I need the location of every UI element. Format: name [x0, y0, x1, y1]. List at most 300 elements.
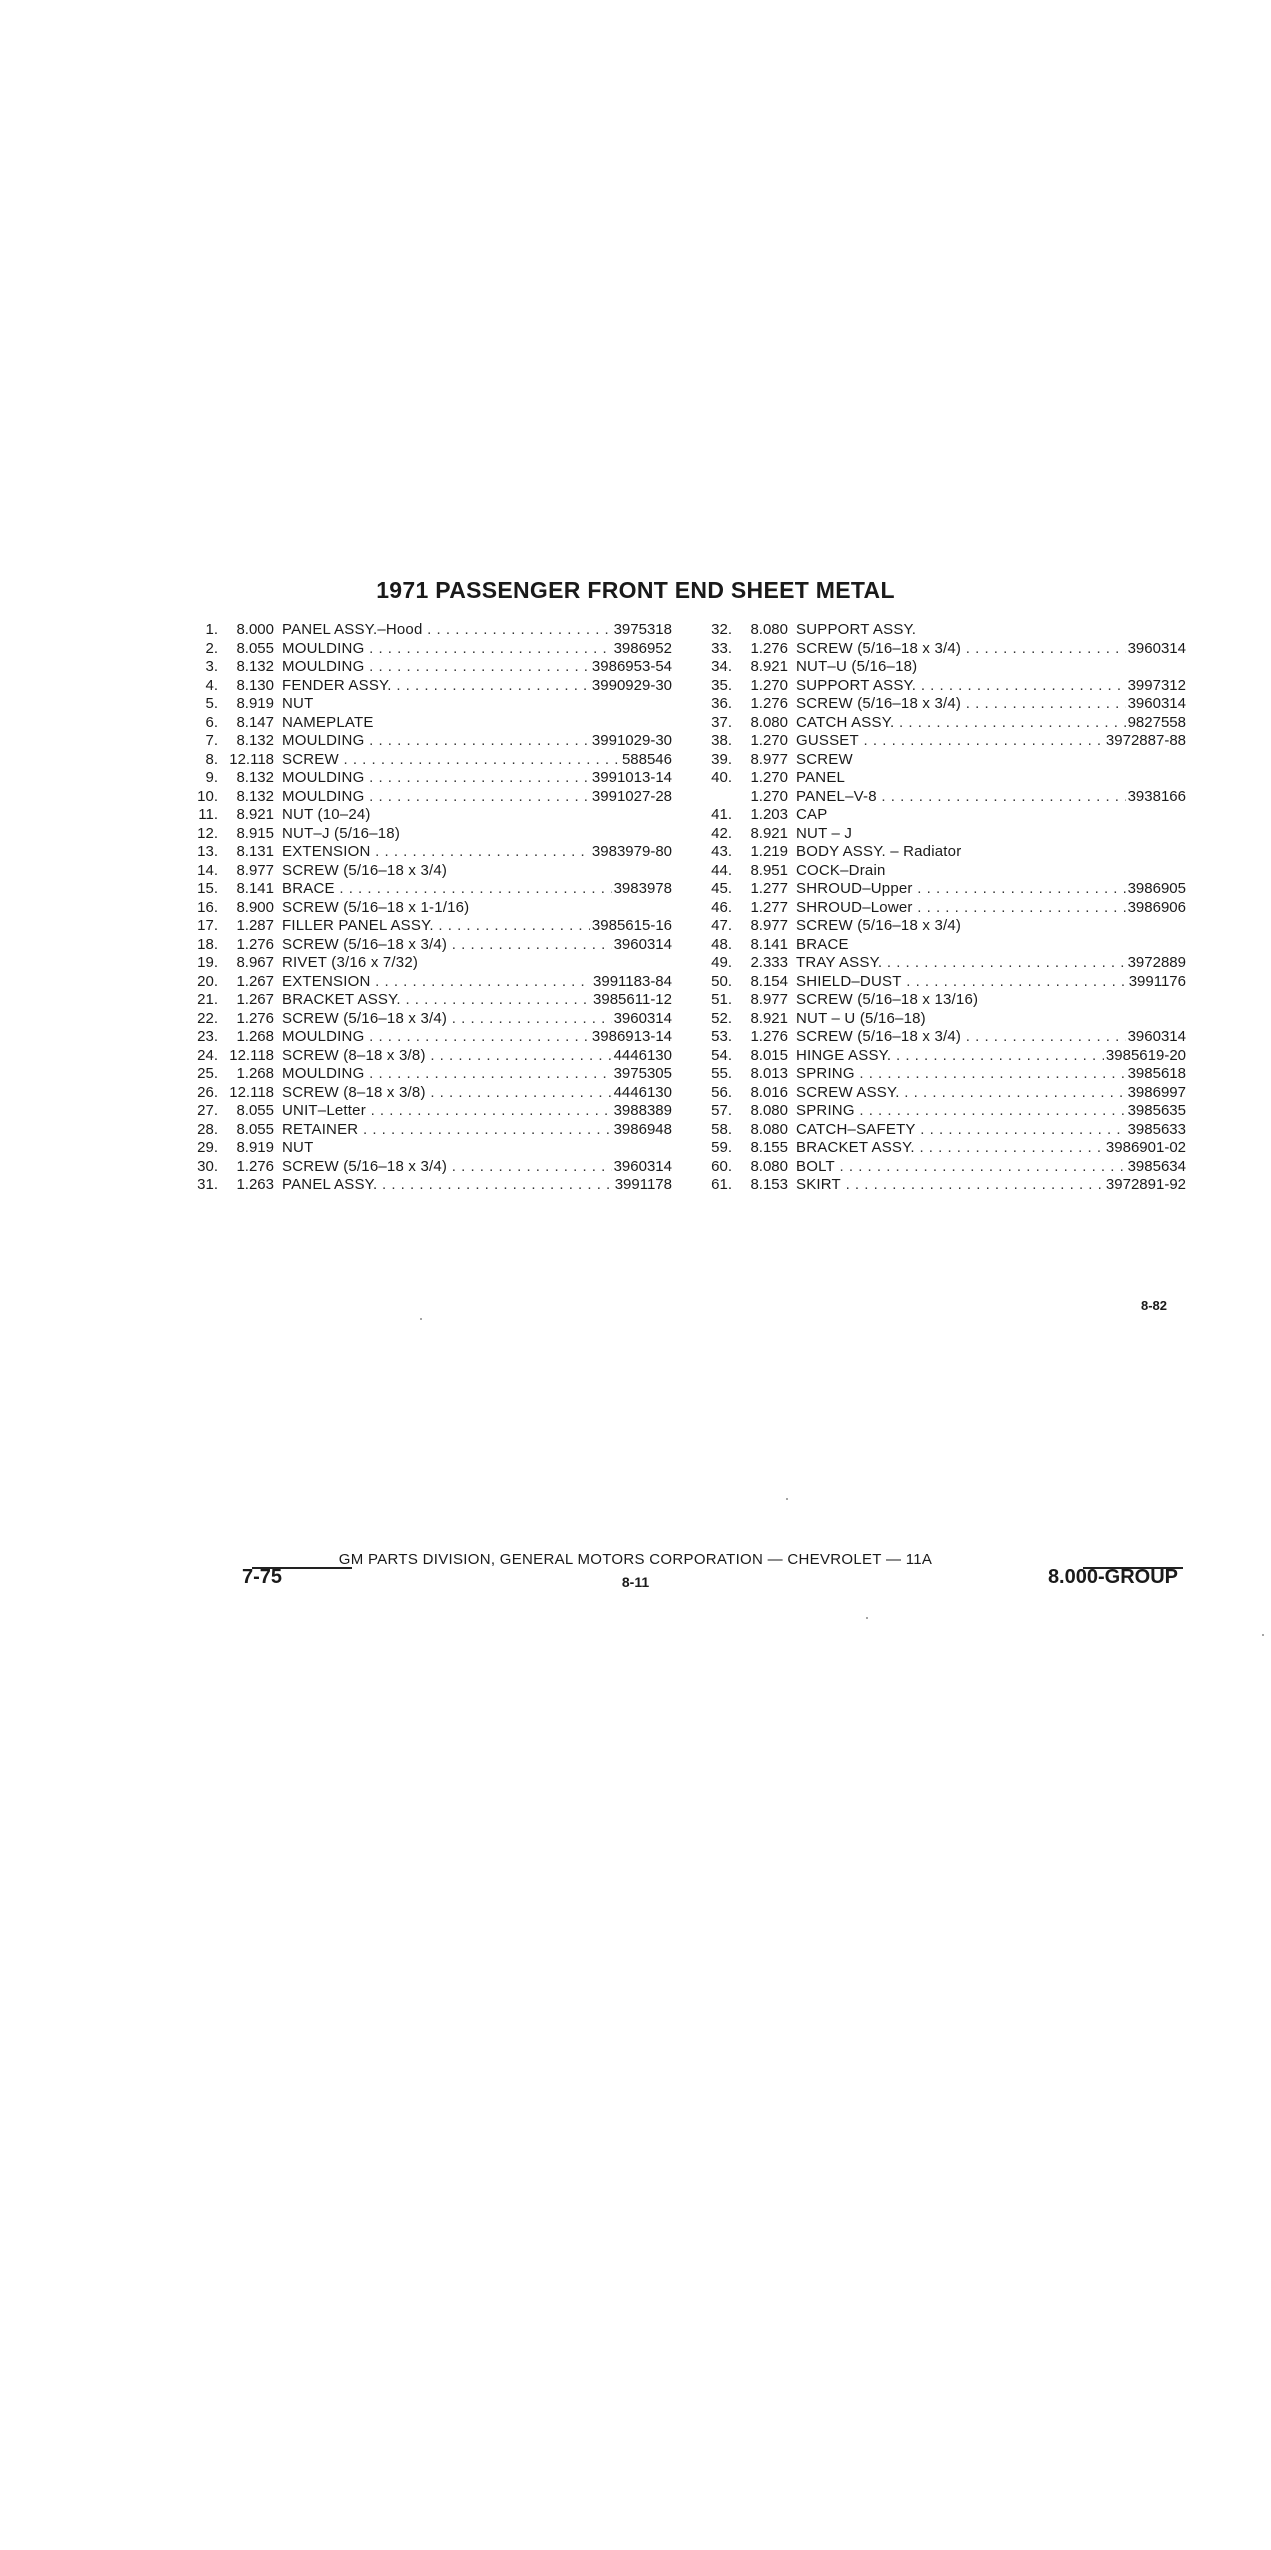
part-number: 3985635 — [1127, 1102, 1186, 1119]
part-description: NUT — [282, 695, 314, 712]
part-row — [188, 1084, 672, 1103]
part-description: SCREW (5/16–18 x 3/4) — [282, 861, 448, 879]
part-description: BRACKET ASSY. . . . — [282, 991, 591, 1010]
part-number: 3975305 — [613, 1065, 672, 1082]
part-row — [702, 1065, 1186, 1084]
footer-corporation: GM PARTS DIVISION, GENERAL MOTORS CORPORATION — CHEVROLET — 11A — [338, 1551, 933, 1568]
part-index: 39. — [711, 750, 732, 768]
part-row — [188, 954, 672, 973]
part-number: 3972887-88 — [1105, 732, 1186, 749]
part-row — [188, 1102, 672, 1121]
part-description: RETAINER . . . — [282, 1121, 612, 1140]
part-description: SCREW (5/16–18 x 3/4) . . . — [796, 1028, 1126, 1047]
part-row — [702, 621, 1186, 640]
part-group-number: 2.333 — [750, 954, 788, 971]
part-description: PANEL ASSY.–Hood . . . — [282, 621, 612, 640]
part-description: SPRING . . . — [796, 1065, 1126, 1084]
part-number: 3986913-14 — [591, 1028, 672, 1045]
part-index: 60. — [711, 1157, 732, 1175]
part-index: 22. — [197, 1009, 218, 1027]
part-row — [702, 991, 1186, 1010]
part-row — [188, 862, 672, 881]
part-number: 3988389 — [613, 1102, 672, 1119]
part-index: 28. — [197, 1120, 218, 1138]
part-row — [188, 1010, 672, 1029]
part-row — [702, 1139, 1186, 1158]
part-index: 11. — [198, 806, 218, 823]
part-description: MOULDING . . . — [282, 658, 590, 677]
part-number: 3986906 — [1127, 898, 1186, 916]
part-row — [188, 1028, 672, 1047]
part-group-number: 8.013 — [750, 1065, 788, 1082]
part-group-number: 8.155 — [750, 1139, 788, 1156]
part-description: NUT–J (5/16–18) — [282, 824, 401, 842]
part-row — [188, 991, 672, 1010]
part-row — [702, 973, 1186, 992]
part-row — [188, 936, 672, 955]
part-group-number: 8.900 — [236, 898, 274, 916]
page-code: 8-82 — [1140, 1298, 1167, 1313]
part-description: FILLER PANEL ASSY. . . . — [282, 917, 590, 936]
part-number: 3985618 — [1127, 1065, 1186, 1082]
part-number: 3985619-20 — [1105, 1046, 1186, 1064]
scan-speck — [420, 1318, 422, 1320]
part-row — [702, 788, 1186, 807]
part-description: PANEL–V-8 . . . — [796, 788, 1126, 807]
part-description: SCREW (8–18 x 3/8) . . . — [282, 1084, 612, 1103]
part-group-number: 1.276 — [236, 1009, 274, 1027]
part-index: 20. — [197, 972, 218, 990]
part-index: 35. — [711, 676, 732, 694]
part-index: 50. — [711, 972, 732, 990]
part-number: 3985615-16 — [591, 917, 672, 934]
part-group-number: 1.270 — [750, 676, 788, 694]
part-group-number: 8.055 — [236, 639, 274, 657]
part-number: 3983978 — [613, 880, 672, 897]
part-group-number: 8.921 — [750, 658, 788, 675]
part-index: 6. — [205, 713, 218, 731]
part-row — [702, 677, 1186, 696]
part-group-number: 8.977 — [236, 861, 274, 879]
part-group-number: 8.132 — [236, 769, 274, 786]
part-number: 3991183-84 — [593, 972, 672, 990]
part-row — [188, 917, 672, 936]
part-group-number: 8.080 — [750, 621, 788, 638]
part-group-number: 1.276 — [236, 935, 274, 953]
footer-page-number: 8-11 — [621, 1574, 650, 1590]
part-description: EXTENSION . . . — [282, 973, 591, 992]
part-index: 46. — [711, 898, 732, 916]
part-description: NUT – J — [796, 824, 853, 842]
part-description: MOULDING . . . — [282, 1028, 590, 1047]
part-row — [188, 788, 672, 807]
part-number: 588546 — [621, 750, 672, 768]
part-number: 3986905 — [1127, 880, 1186, 897]
part-group-number: 1.276 — [750, 639, 788, 657]
part-description: CATCH ASSY. . . . — [796, 714, 1126, 733]
part-row — [188, 825, 672, 844]
part-description: NUT (10–24) — [282, 806, 371, 823]
part-number: 3960314 — [613, 1009, 672, 1027]
part-number: 3975318 — [613, 621, 672, 638]
part-index: 54. — [711, 1046, 732, 1064]
part-index: 18. — [197, 935, 218, 953]
part-description: SCREW (5/16–18 x 3/4) . . . — [282, 936, 612, 955]
part-group-number: 1.277 — [750, 898, 788, 916]
part-index: 19. — [197, 954, 218, 971]
part-row — [702, 880, 1186, 899]
part-number: 3985634 — [1127, 1157, 1186, 1175]
part-index: 41. — [711, 806, 732, 823]
part-row — [188, 899, 672, 918]
part-group-number: 1.276 — [750, 695, 788, 712]
part-description: HINGE ASSY. . . . — [796, 1047, 1104, 1066]
part-row — [702, 806, 1186, 825]
part-row — [188, 806, 672, 825]
part-row — [702, 1176, 1186, 1195]
part-group-number: 1.267 — [236, 972, 274, 990]
part-group-number: 1.270 — [750, 732, 788, 749]
part-number: 3991029-30 — [591, 732, 672, 749]
part-group-number: 8.915 — [236, 824, 274, 842]
part-index: 42. — [711, 824, 732, 842]
part-number: 3960314 — [1127, 695, 1186, 712]
part-group-number: 8.000 — [236, 621, 274, 638]
part-index: 27. — [197, 1102, 218, 1119]
part-group-number: 8.147 — [236, 713, 274, 731]
part-row — [188, 880, 672, 899]
part-index: 29. — [197, 1139, 218, 1156]
part-description: SCREW (5/16–18 x 3/4) . . . — [282, 1158, 612, 1177]
part-index: 16. — [197, 898, 218, 916]
part-number: 3986953-54 — [591, 658, 672, 675]
part-group-number: 8.141 — [750, 935, 788, 953]
part-group-number: 8.080 — [750, 1120, 788, 1138]
part-row — [188, 973, 672, 992]
part-row — [702, 640, 1186, 659]
part-description: UNIT–Letter . . . — [282, 1102, 612, 1121]
part-description: SUPPORT ASSY. . . . — [796, 677, 1126, 696]
part-number: 9827558 — [1127, 713, 1186, 731]
part-description: NUT–U (5/16–18) — [796, 658, 918, 675]
part-row — [702, 751, 1186, 770]
part-group-number: 1.287 — [236, 917, 274, 934]
part-index: 53. — [711, 1028, 732, 1045]
footer-date: 7-75 — [242, 1566, 283, 1588]
part-row — [702, 862, 1186, 881]
part-description: RIVET (3/16 x 7/32) — [282, 954, 419, 971]
part-number: 3983979-80 — [591, 843, 672, 860]
part-index: 37. — [711, 713, 732, 731]
part-group-number: 8.919 — [236, 695, 274, 712]
part-index: 5. — [205, 695, 218, 712]
part-number: 3997312 — [1127, 676, 1186, 694]
part-index: 31. — [197, 1176, 218, 1193]
part-group-number: 1.277 — [750, 880, 788, 897]
part-row — [702, 899, 1186, 918]
part-group-number: 1.263 — [236, 1176, 274, 1193]
part-index: 14. — [197, 861, 218, 879]
part-description: BOLT . . . — [796, 1158, 1126, 1177]
part-index: 61. — [711, 1176, 732, 1193]
part-index: 49. — [711, 954, 732, 971]
part-description: GUSSET . . . — [796, 732, 1104, 751]
part-number: 3990929-30 — [591, 676, 672, 694]
part-row — [702, 954, 1186, 973]
footer-group: 8.000-GROUP — [1047, 1566, 1178, 1588]
part-group-number: 1.268 — [236, 1065, 274, 1082]
part-description: SCREW (5/16–18 x 1-1/16) — [282, 898, 470, 916]
part-row — [188, 621, 672, 640]
part-row — [188, 1158, 672, 1177]
part-number: 3991027-28 — [591, 787, 672, 805]
part-description: SCREW (5/16–18 x 3/4) . . . — [796, 640, 1126, 659]
part-number: 3972889 — [1127, 954, 1186, 971]
part-index: 52. — [711, 1009, 732, 1027]
part-index: 2. — [205, 639, 218, 657]
part-index: 8. — [205, 750, 218, 768]
part-number: 3985611-12 — [593, 991, 672, 1008]
part-description: FENDER ASSY. . . . — [282, 677, 590, 696]
part-row — [702, 917, 1186, 936]
part-description: SHROUD–Upper . . . — [796, 880, 1126, 899]
part-index: 3. — [205, 658, 218, 675]
part-description: SCREW (5/16–18 x 13/16) — [796, 991, 979, 1008]
part-index: 40. — [711, 769, 732, 786]
part-description: NAMEPLATE — [282, 713, 374, 731]
part-group-number: 8.055 — [236, 1120, 274, 1138]
part-row — [702, 769, 1186, 788]
part-row — [188, 1121, 672, 1140]
part-row — [702, 714, 1186, 733]
part-row — [188, 769, 672, 788]
part-row — [188, 1176, 672, 1195]
part-index: 1. — [205, 621, 218, 638]
part-number: 3991178 — [614, 1176, 672, 1193]
part-index: 48. — [711, 935, 732, 953]
part-index: 7. — [205, 732, 218, 749]
part-row — [702, 936, 1186, 955]
part-description: SKIRT . . . — [796, 1176, 1104, 1195]
part-number: 3960314 — [613, 1157, 672, 1175]
part-index: 51. — [711, 991, 732, 1008]
part-group-number: 8.977 — [750, 991, 788, 1008]
part-index: 45. — [711, 880, 732, 897]
part-index: 26. — [197, 1083, 218, 1101]
part-group-number: 8.141 — [236, 880, 274, 897]
part-description: EXTENSION . . . — [282, 843, 590, 862]
part-index: 9. — [205, 769, 218, 786]
part-row — [188, 732, 672, 751]
part-row — [702, 695, 1186, 714]
part-number: 3960314 — [1127, 1028, 1186, 1045]
part-description: SCREW (8–18 x 3/8) . . . — [282, 1047, 612, 1066]
part-number: 3985633 — [1127, 1120, 1186, 1138]
part-group-number: 8.080 — [750, 1102, 788, 1119]
part-index: 13. — [197, 843, 218, 860]
part-row — [702, 1010, 1186, 1029]
part-row — [188, 1065, 672, 1084]
part-description: MOULDING . . . — [282, 1065, 612, 1084]
part-row — [188, 658, 672, 677]
part-number: 3986952 — [613, 639, 672, 657]
part-description: SCREW . . . — [282, 751, 620, 770]
part-group-number: 1.270 — [750, 769, 788, 786]
part-group-number: 8.080 — [750, 713, 788, 731]
part-description: BODY ASSY. – Radiator — [796, 843, 962, 860]
part-description: MOULDING . . . — [282, 769, 590, 788]
part-number: 4446130 — [613, 1083, 672, 1101]
part-index: 10. — [197, 787, 218, 805]
part-group-number: 12.118 — [229, 750, 274, 768]
part-description: BRACKET ASSY. . . . — [796, 1139, 1104, 1158]
part-description: SCREW (5/16–18 x 3/4) . . . — [796, 695, 1126, 714]
part-number: 3938166 — [1127, 787, 1186, 805]
part-number: 3972891-92 — [1105, 1176, 1186, 1193]
part-row — [188, 714, 672, 733]
part-index: 38. — [711, 732, 732, 749]
part-group-number: 8.132 — [236, 732, 274, 749]
page-title: 1971 PASSENGER FRONT END SHEET METAL — [376, 577, 895, 603]
scan-speck — [1262, 1634, 1264, 1636]
part-index: 34. — [711, 658, 732, 675]
parts-list-right — [702, 621, 1186, 1195]
part-index: 4. — [205, 676, 218, 694]
part-number: 3986948 — [613, 1120, 672, 1138]
part-group-number: 8.131 — [236, 843, 274, 860]
part-index: 59. — [711, 1139, 732, 1156]
part-description: TRAY ASSY. . . . — [796, 954, 1126, 973]
part-group-number: 8.921 — [750, 1009, 788, 1027]
part-row — [702, 1121, 1186, 1140]
part-description: BRACE . . . — [282, 880, 612, 899]
part-description: MOULDING . . . — [282, 788, 590, 807]
part-index: 17. — [197, 917, 218, 934]
part-group-number: 12.118 — [229, 1046, 274, 1064]
part-row — [188, 1139, 672, 1158]
part-index: 23. — [197, 1028, 218, 1045]
part-index: 56. — [711, 1083, 732, 1101]
part-index: 32. — [711, 621, 732, 638]
part-description: PANEL ASSY. . . . — [282, 1176, 613, 1195]
part-group-number: 8.016 — [750, 1083, 788, 1101]
scan-speck — [786, 1498, 788, 1500]
part-number: 3991013-14 — [591, 769, 672, 786]
part-description: PANEL — [796, 769, 846, 786]
part-index: 24. — [197, 1046, 218, 1064]
part-row — [188, 751, 672, 770]
scan-speck — [866, 1617, 868, 1619]
part-index: 12. — [197, 824, 218, 842]
part-description: SPRING . . . — [796, 1102, 1126, 1121]
part-group-number: 8.919 — [236, 1139, 274, 1156]
part-description: SCREW — [796, 750, 853, 768]
part-group-number: 8.977 — [750, 917, 788, 934]
part-number: 3986901-02 — [1105, 1139, 1186, 1156]
part-index: 15. — [197, 880, 218, 897]
part-description: CAP — [796, 806, 828, 823]
part-description: SUPPORT ASSY. — [796, 621, 917, 638]
part-description: NUT – U (5/16–18) — [796, 1009, 926, 1027]
part-group-number: 8.015 — [750, 1046, 788, 1064]
part-row — [702, 843, 1186, 862]
part-row — [702, 1158, 1186, 1177]
part-index: 25. — [197, 1065, 218, 1082]
part-row — [188, 843, 672, 862]
part-index: 30. — [197, 1157, 218, 1175]
parts-list-left — [188, 621, 672, 1195]
part-number: 3960314 — [1127, 639, 1186, 657]
part-index: 36. — [711, 695, 732, 712]
part-row — [702, 1084, 1186, 1103]
part-index: 55. — [711, 1065, 732, 1082]
part-description: SHIELD–DUST . . . — [796, 973, 1127, 992]
part-group-number: 8.132 — [236, 658, 274, 675]
part-row — [188, 1047, 672, 1066]
part-row — [702, 1102, 1186, 1121]
part-number: 3986997 — [1127, 1083, 1186, 1101]
part-group-number: 8.080 — [750, 1157, 788, 1175]
part-description: COCK–Drain — [796, 861, 886, 879]
part-index: 47. — [711, 917, 732, 934]
part-row — [702, 1028, 1186, 1047]
part-index: 57. — [711, 1102, 732, 1119]
part-description: CATCH–SAFETY . . . — [796, 1121, 1126, 1140]
part-group-number: 1.276 — [750, 1028, 788, 1045]
part-group-number: 8.921 — [236, 806, 274, 823]
part-group-number: 1.219 — [750, 843, 788, 860]
part-description: SHROUD–Lower . . . — [796, 899, 1126, 918]
part-description: MOULDING . . . — [282, 732, 590, 751]
part-index: 33. — [711, 639, 732, 657]
part-group-number: 8.153 — [750, 1176, 788, 1193]
part-group-number: 8.130 — [236, 676, 274, 694]
part-row — [702, 732, 1186, 751]
part-group-number: 1.268 — [236, 1028, 274, 1045]
part-index: 43. — [711, 843, 732, 860]
part-description: NUT — [282, 1139, 314, 1156]
part-index: 58. — [711, 1120, 732, 1138]
part-description: BRACE — [796, 935, 849, 953]
part-description: SCREW (5/16–18 x 3/4) — [796, 917, 962, 934]
part-number: 3991176 — [1128, 972, 1186, 990]
part-index: 44. — [711, 861, 732, 879]
part-group-number: 8.951 — [750, 861, 788, 879]
part-row — [188, 695, 672, 714]
part-row — [188, 677, 672, 696]
part-description: SCREW (5/16–18 x 3/4) . . . — [282, 1010, 612, 1029]
part-row — [188, 640, 672, 659]
part-row — [702, 658, 1186, 677]
part-group-number: 8.921 — [750, 824, 788, 842]
part-number: 4446130 — [613, 1046, 672, 1064]
part-description: SCREW ASSY. . . . — [796, 1084, 1126, 1103]
part-group-number: 8.154 — [750, 972, 788, 990]
part-group-number: 8.977 — [750, 750, 788, 768]
part-number: 3960314 — [613, 935, 672, 953]
part-group-number: 1.276 — [236, 1157, 274, 1175]
part-group-number: 8.055 — [236, 1102, 274, 1119]
part-group-number: 1.267 — [236, 991, 274, 1008]
part-group-number: 8.967 — [236, 954, 274, 971]
part-description: MOULDING . . . — [282, 640, 612, 659]
part-row — [702, 1047, 1186, 1066]
part-group-number: 1.270 — [750, 787, 788, 805]
part-row — [702, 825, 1186, 844]
part-index: 21. — [197, 991, 218, 1008]
part-group-number: 12.118 — [229, 1083, 274, 1101]
part-group-number: 8.132 — [236, 787, 274, 805]
